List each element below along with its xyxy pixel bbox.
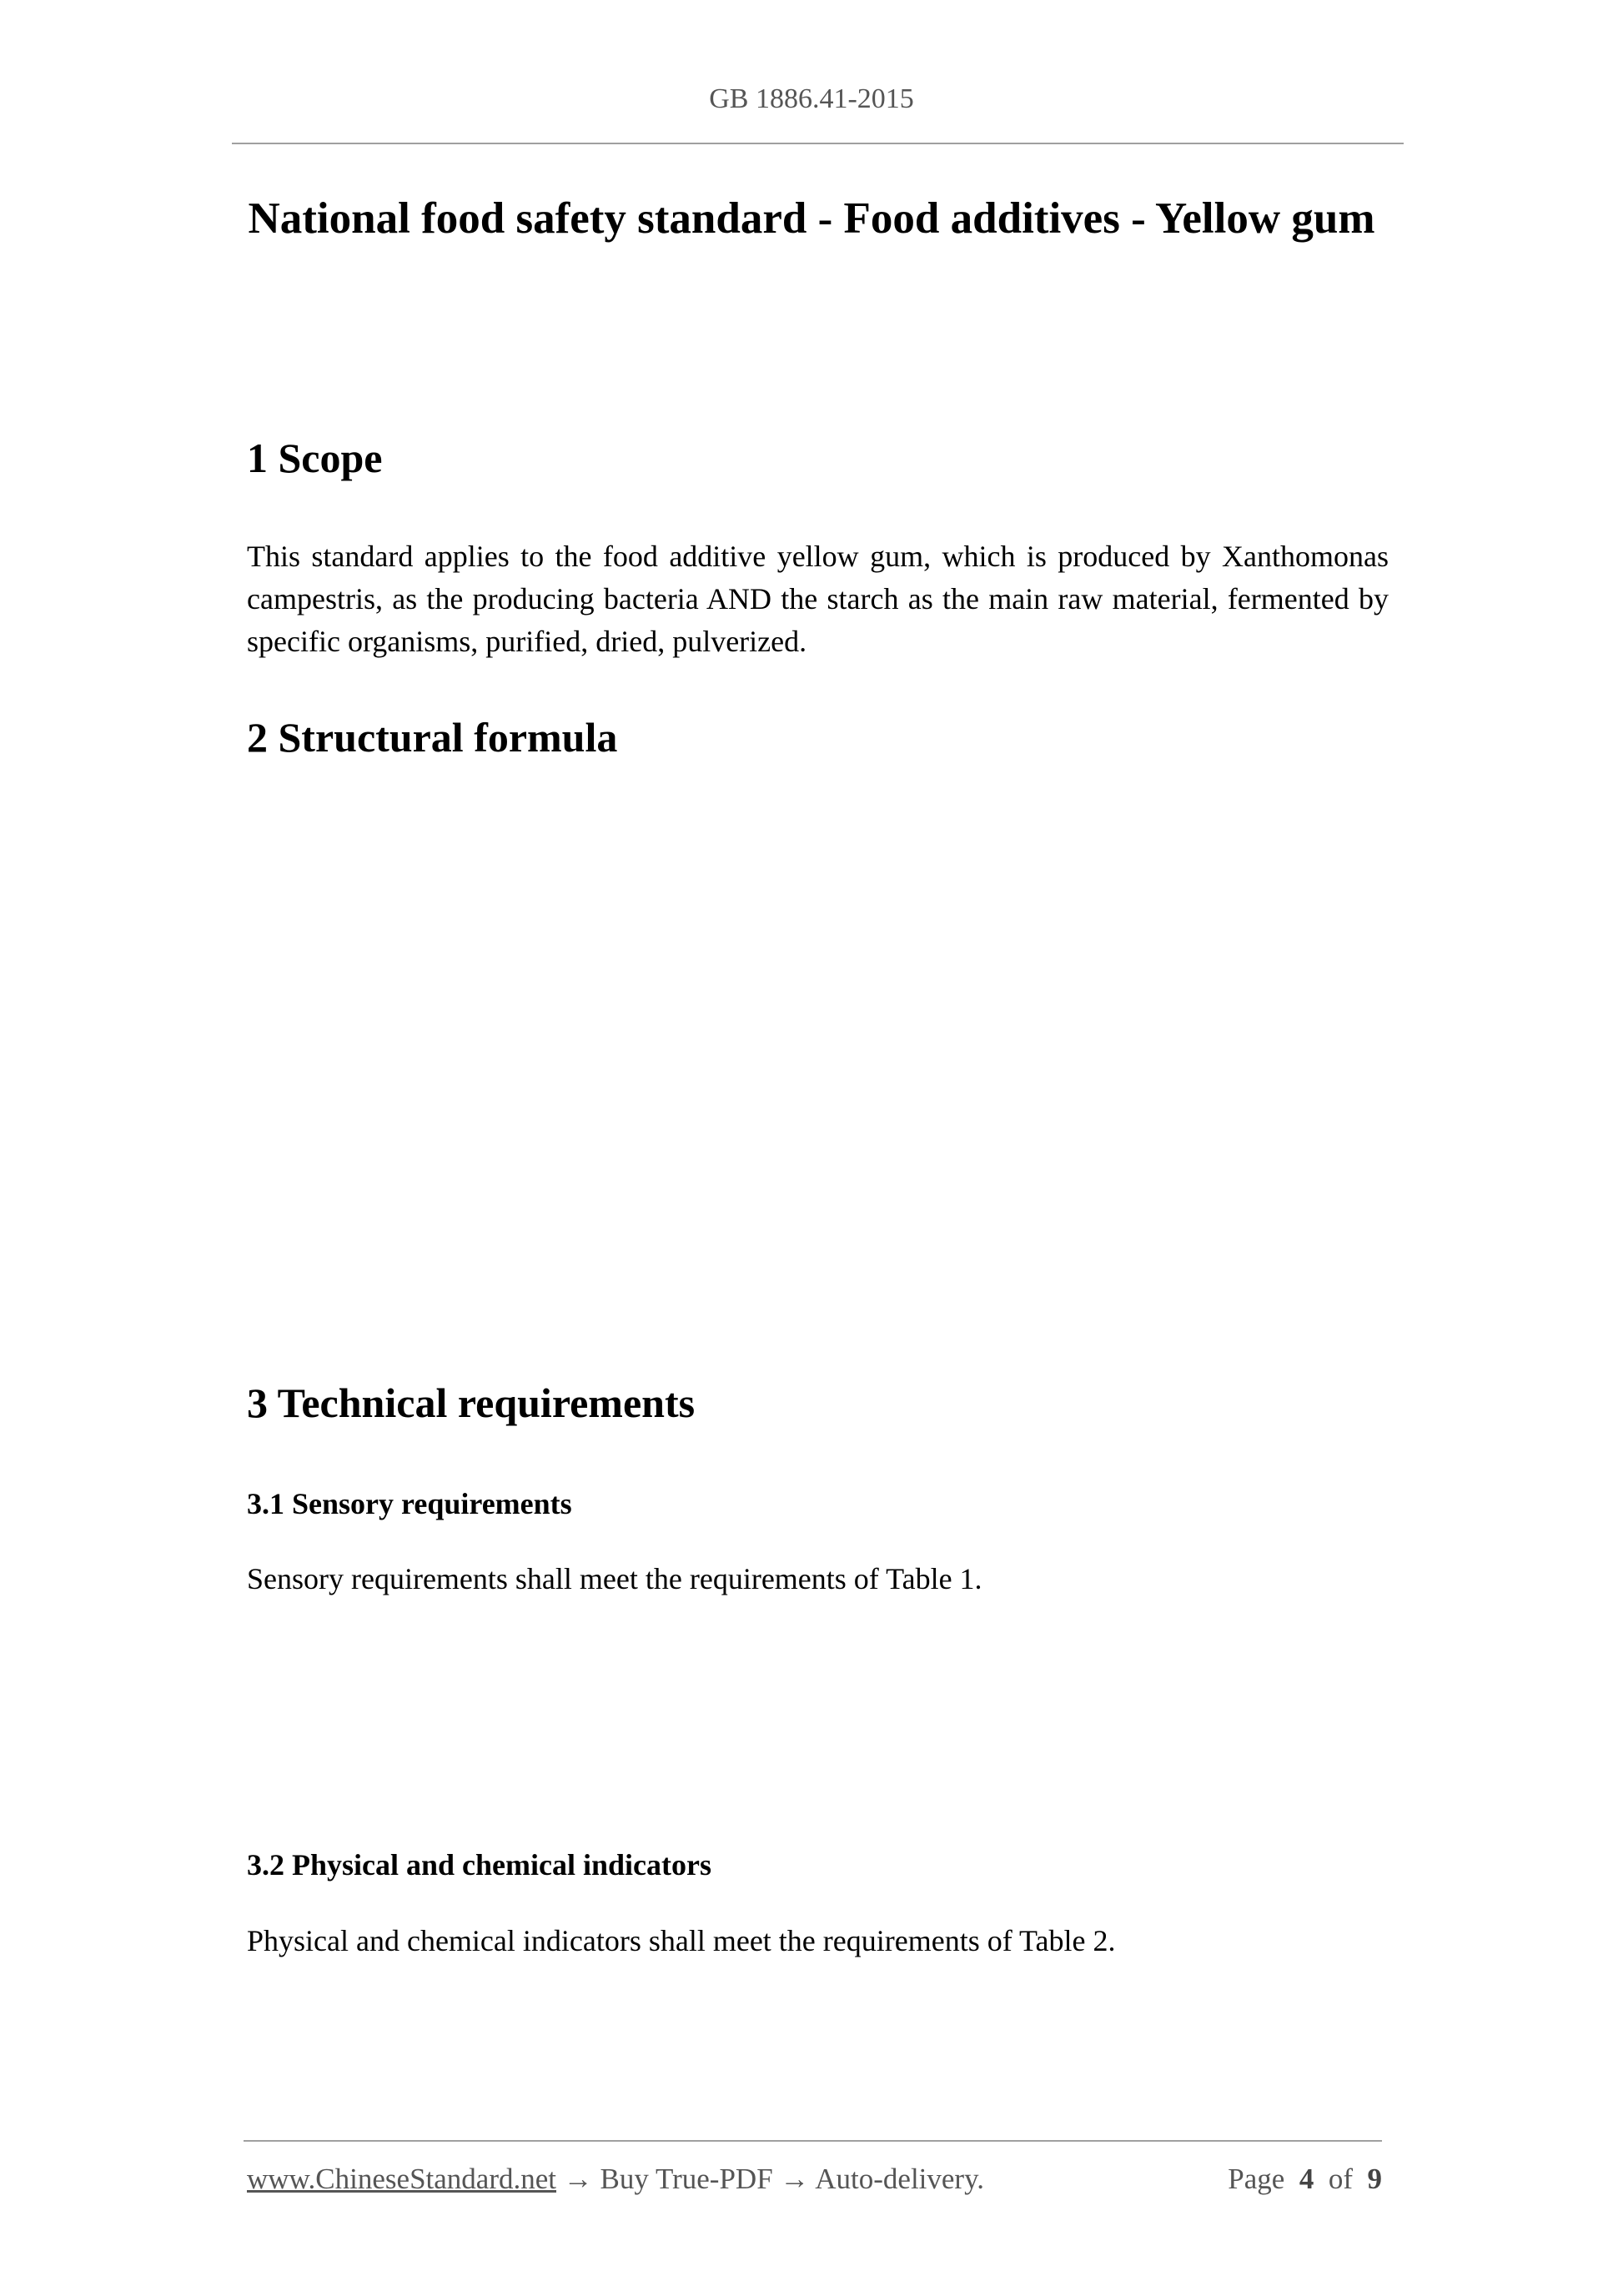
site-link[interactable]: www.ChineseStandard.net — [247, 2163, 556, 2195]
arrow-icon: → — [780, 2163, 810, 2195]
scope-paragraph: This standard applies to the food additive yellow gum, which is produced by Xanthomonas campestris, as the producing bacteria AND the starch as the main raw material, fermented by specific organisms, purified, dried, pulverized. — [247, 540, 1389, 658]
subsection-heading-sensory: 3.1 Sensory requirements — [247, 1487, 572, 1520]
subsection-heading-physchem: 3.2 Physical and chemical indicators — [247, 1848, 711, 1882]
section-heading-formula: 2 Structural formula — [247, 714, 618, 761]
page-title: National food safety standard - Food additives - Yellow gum — [248, 194, 1375, 243]
footer-promo — [247, 2163, 984, 2196]
section-heading-scope: 1 Scope — [247, 435, 383, 481]
delivery-text: Auto-delivery. — [815, 2163, 985, 2195]
buy-text: Buy True-PDF — [600, 2163, 773, 2195]
physchem-paragraph: Physical and chemical indicators shall meet the requirements of Table 2. — [247, 1924, 1116, 1957]
header-divider — [232, 143, 1404, 144]
footer-divider — [244, 2140, 1382, 2142]
section-heading-technical: 3 Technical requirements — [247, 1379, 696, 1426]
footer — [247, 2163, 1382, 2196]
header-doc-id: GB 1886.41-2015 — [709, 83, 914, 114]
arrow-icon: → — [563, 2163, 593, 2195]
sensory-paragraph: Sensory requirements shall meet the requirements of Table 1. — [247, 1562, 982, 1595]
page-number: Page 4 of 9 — [1228, 2163, 1382, 2195]
